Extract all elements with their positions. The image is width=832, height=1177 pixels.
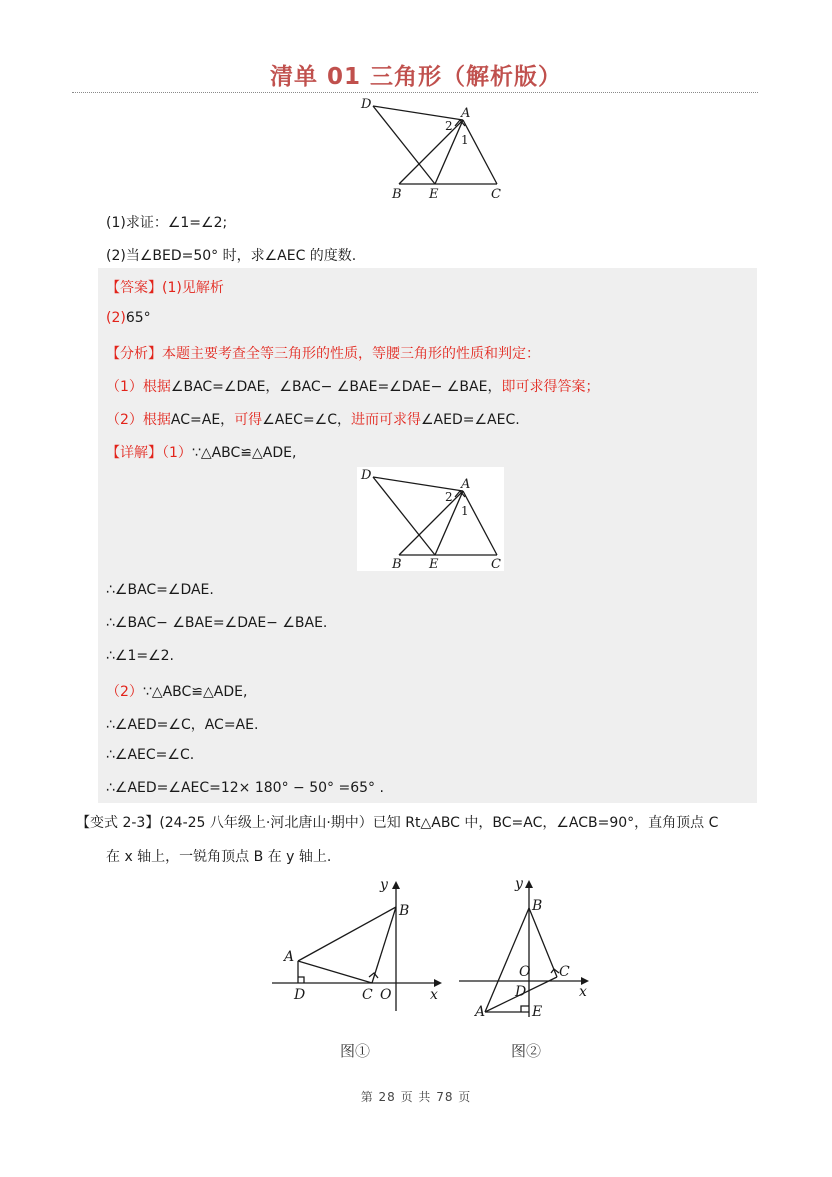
analysis-label: 【分析】 [106, 346, 162, 362]
label-D: D [361, 97, 372, 112]
label-2: 2 [445, 490, 453, 504]
y-axis-arrow [525, 880, 533, 888]
triangle-diagram-top [355, 96, 515, 204]
fig1-label-O: O [380, 987, 392, 1003]
detail-start: ∵△ABC≌△ADE, [191, 445, 297, 461]
fig1-label-C: C [362, 987, 373, 1003]
fig2-label-A: A [475, 1004, 486, 1020]
fig2-label-D: D [515, 984, 527, 1000]
analysis-2-prefix: （2）根据 [106, 412, 171, 428]
analysis-1-math: ∠BAC=∠DAE，∠BAC− ∠BAE=∠DAE− ∠BAE， [170, 379, 502, 395]
fig2-label-x: x [579, 984, 587, 1000]
fig2-label-y: y [515, 876, 523, 892]
fig1-label-D: D [294, 987, 306, 1003]
y-axis-arrow [392, 881, 400, 889]
analysis-line [106, 343, 540, 363]
label-A: A [461, 477, 471, 492]
analysis-2-mid2: 进而可求得 [351, 412, 421, 428]
label-C: C [491, 187, 501, 202]
analysis-2-math2: ∠AEC=∠C， [262, 412, 351, 428]
label-1: 1 [461, 133, 469, 147]
triangle-diagram-answer [357, 467, 504, 571]
detail-label: 【详解】 [106, 445, 162, 461]
fig1-label-B: B [399, 903, 410, 919]
fig1-label-x: x [430, 987, 438, 1003]
label-E: E [429, 187, 439, 202]
fig1-label-y: y [380, 877, 388, 893]
variant-line-2: 在 x 轴上，一锐角顶点 B 在 y 轴上. [106, 849, 332, 865]
figure-1-diagram [268, 875, 448, 1015]
step-7: ∴∠AED=∠AEC=12× 180° − 50° =65° . [106, 780, 384, 796]
analysis-2-math3: ∠AED=∠AEC. [421, 412, 520, 428]
analysis-1-prefix: （1）根据 [106, 379, 171, 395]
fig2-label-C: C [559, 964, 570, 980]
step-4: ∵△ABC≌△ADE, [142, 684, 248, 700]
analysis-1-line [106, 376, 599, 396]
analysis-1-suffix: 即可求得答案； [501, 379, 600, 395]
fig2-label-E: E [532, 1004, 543, 1020]
label-C: C [491, 557, 501, 571]
figure-2-diagram [455, 872, 595, 1022]
fig2-label-B: B [532, 898, 543, 914]
label-B: B [392, 557, 402, 571]
figure-1-caption: 图① [340, 1042, 371, 1060]
fig1-label-A: A [284, 949, 295, 965]
analysis-text: 本题主要考查全等三角形的性质，等腰三角形的性质和判定： [162, 346, 540, 362]
answer-label: 【答案】 [106, 280, 162, 296]
answer-part2-line [106, 310, 151, 326]
variant-line-1: 【变式 2-3】(24-25 八年级上·河北唐山·期中）已知 Rt△ABC 中，BC=AC，∠ACB=90°，直角顶点 C [76, 815, 719, 831]
title-divider [72, 92, 758, 93]
step-3: ∴∠1=∠2. [106, 648, 175, 664]
step-5: ∴∠AED=∠C，AC=AE. [106, 717, 259, 733]
answer-line [106, 277, 224, 297]
step-4-line [106, 681, 247, 701]
step-1: ∴∠BAC=∠DAE. [106, 582, 214, 598]
page-title: 清单 01 三角形（解析版） [269, 64, 563, 90]
label-B: B [392, 187, 402, 202]
page-footer: 第 28 页 共 78 页 [360, 1090, 472, 1104]
label-2: 2 [445, 119, 453, 133]
analysis-2-mid: 可得 [234, 412, 263, 428]
label-D: D [361, 468, 372, 483]
analysis-2-math1: AC=AE， [170, 412, 235, 428]
question-part2: (2)当∠BED=50° 时，求∠AEC 的度数. [106, 248, 357, 264]
step-2: ∴∠BAC− ∠BAE=∠DAE− ∠BAE. [106, 615, 328, 631]
detail-line [106, 442, 296, 462]
answer-part1: (1)见解析 [162, 280, 224, 296]
detail-start-red: （1） [162, 445, 192, 461]
step-6: ∴∠AEC=∠C. [106, 747, 195, 763]
label-1: 1 [461, 504, 469, 518]
fig2-label-O: O [519, 964, 531, 980]
x-axis-arrow [434, 979, 442, 987]
figure-2-caption: 图② [511, 1042, 542, 1060]
label-A: A [461, 106, 471, 121]
question-part1: (1)求证：∠1=∠2; [106, 215, 228, 231]
answer-part2-val: 65° [125, 310, 151, 326]
label-E: E [429, 557, 439, 571]
answer-part2-num: (2) [106, 310, 126, 326]
step-4-red: （2） [106, 684, 143, 700]
analysis-2-line [106, 409, 520, 429]
